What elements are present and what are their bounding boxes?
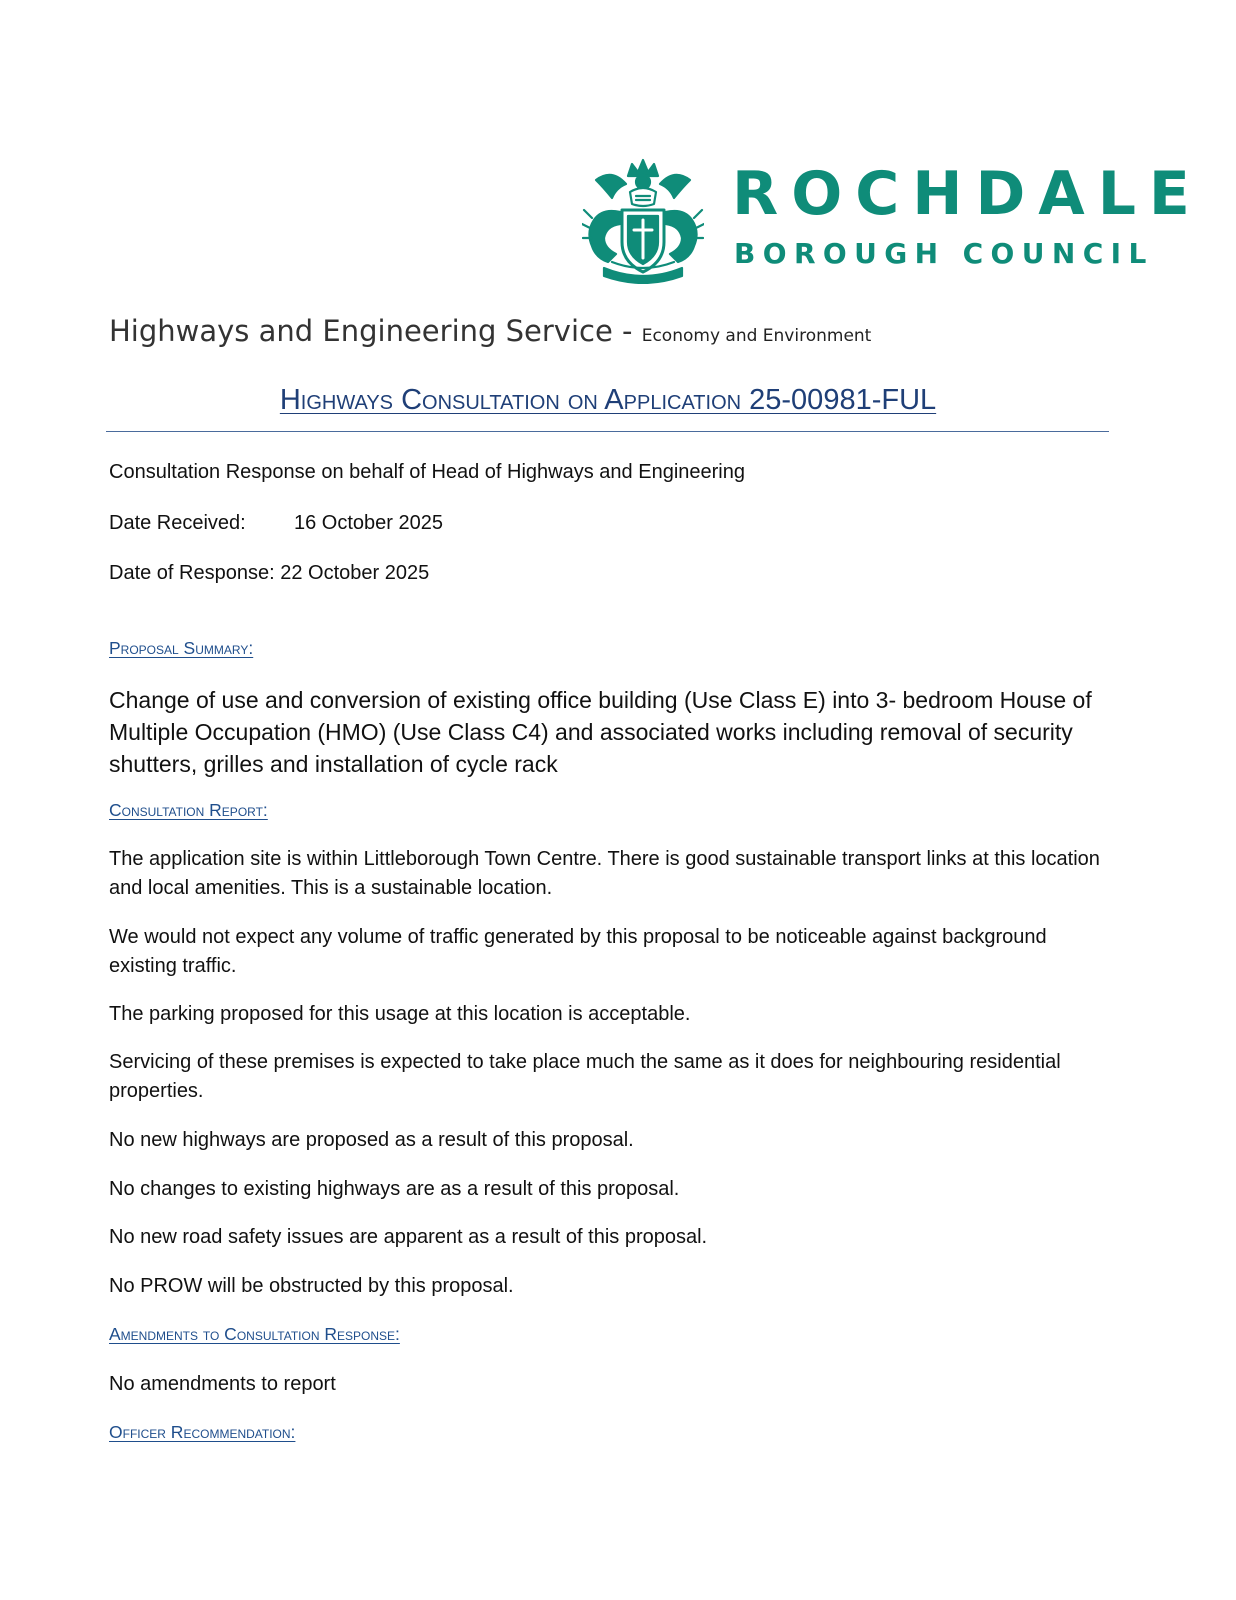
report-paragraph: Servicing of these premises is expected to take place much the same as it does for neighbouring residential properties.: [109, 1051, 1061, 1102]
report-paragraph: No new road safety issues are apparent as a result of this proposal.: [109, 1226, 708, 1248]
report-paragraph: No new highways are proposed as a result of this proposal.: [109, 1129, 634, 1151]
report-paragraph: The application site is within Littleborough Town Centre. There is good sustainable transport links at this location and local amenities. This is a sustainable location.: [109, 848, 1100, 899]
proposal-summary-text: Change of use and conversion of existing office building (Use Class E) into 3- bedroom House of Multiple Occupation (HMO) (Use Class C4) and associated works including removal of security shutters, grilles and installation of cycle rack: [109, 687, 1092, 777]
council-crest-icon: [582, 158, 704, 284]
date-response-value: 22 October 2025: [280, 562, 430, 584]
proposal-summary-heading: Proposal Summary:: [109, 638, 254, 658]
report-paragraph: No changes to existing highways are as a result of this proposal.: [109, 1178, 680, 1200]
date-response-label: Date of Response:: [109, 562, 275, 584]
on-behalf-line: Consultation Response on behalf of Head of Highways and Engineering: [109, 461, 745, 483]
logo-wordmark: ROCHDALE: [732, 159, 1203, 229]
consultation-report-heading: Consultation Report:: [109, 800, 268, 820]
report-paragraph: We would not expect any volume of traffic generated by this proposal to be noticeable against background existing traffic.: [109, 926, 1047, 977]
service-name: Highways and Engineering Service -: [109, 314, 633, 348]
department-name: Economy and Environment: [641, 326, 872, 346]
amendments-heading: Amendments to Consultation Response:: [109, 1324, 400, 1344]
report-paragraph: No PROW will be obstructed by this proposal.: [109, 1275, 514, 1297]
date-received-row: [109, 509, 443, 538]
amendments-text: No amendments to report: [109, 1373, 336, 1395]
logo-subtitle: BOROUGH COUNCIL: [734, 237, 1154, 270]
council-logo: [582, 158, 1202, 284]
report-paragraph: The parking proposed for this usage at this location is acceptable.: [109, 1003, 691, 1025]
document-title: Highways Consultation on Application 25-00981-FUL: [279, 384, 937, 416]
date-received-value: 16 October 2025: [294, 512, 443, 534]
date-response-row: [109, 559, 429, 588]
service-line: [109, 314, 871, 348]
title-divider: [106, 431, 1109, 432]
date-received-label: Date Received:: [109, 512, 246, 534]
officer-recommendation-heading: Officer Recommendation:: [109, 1422, 296, 1442]
